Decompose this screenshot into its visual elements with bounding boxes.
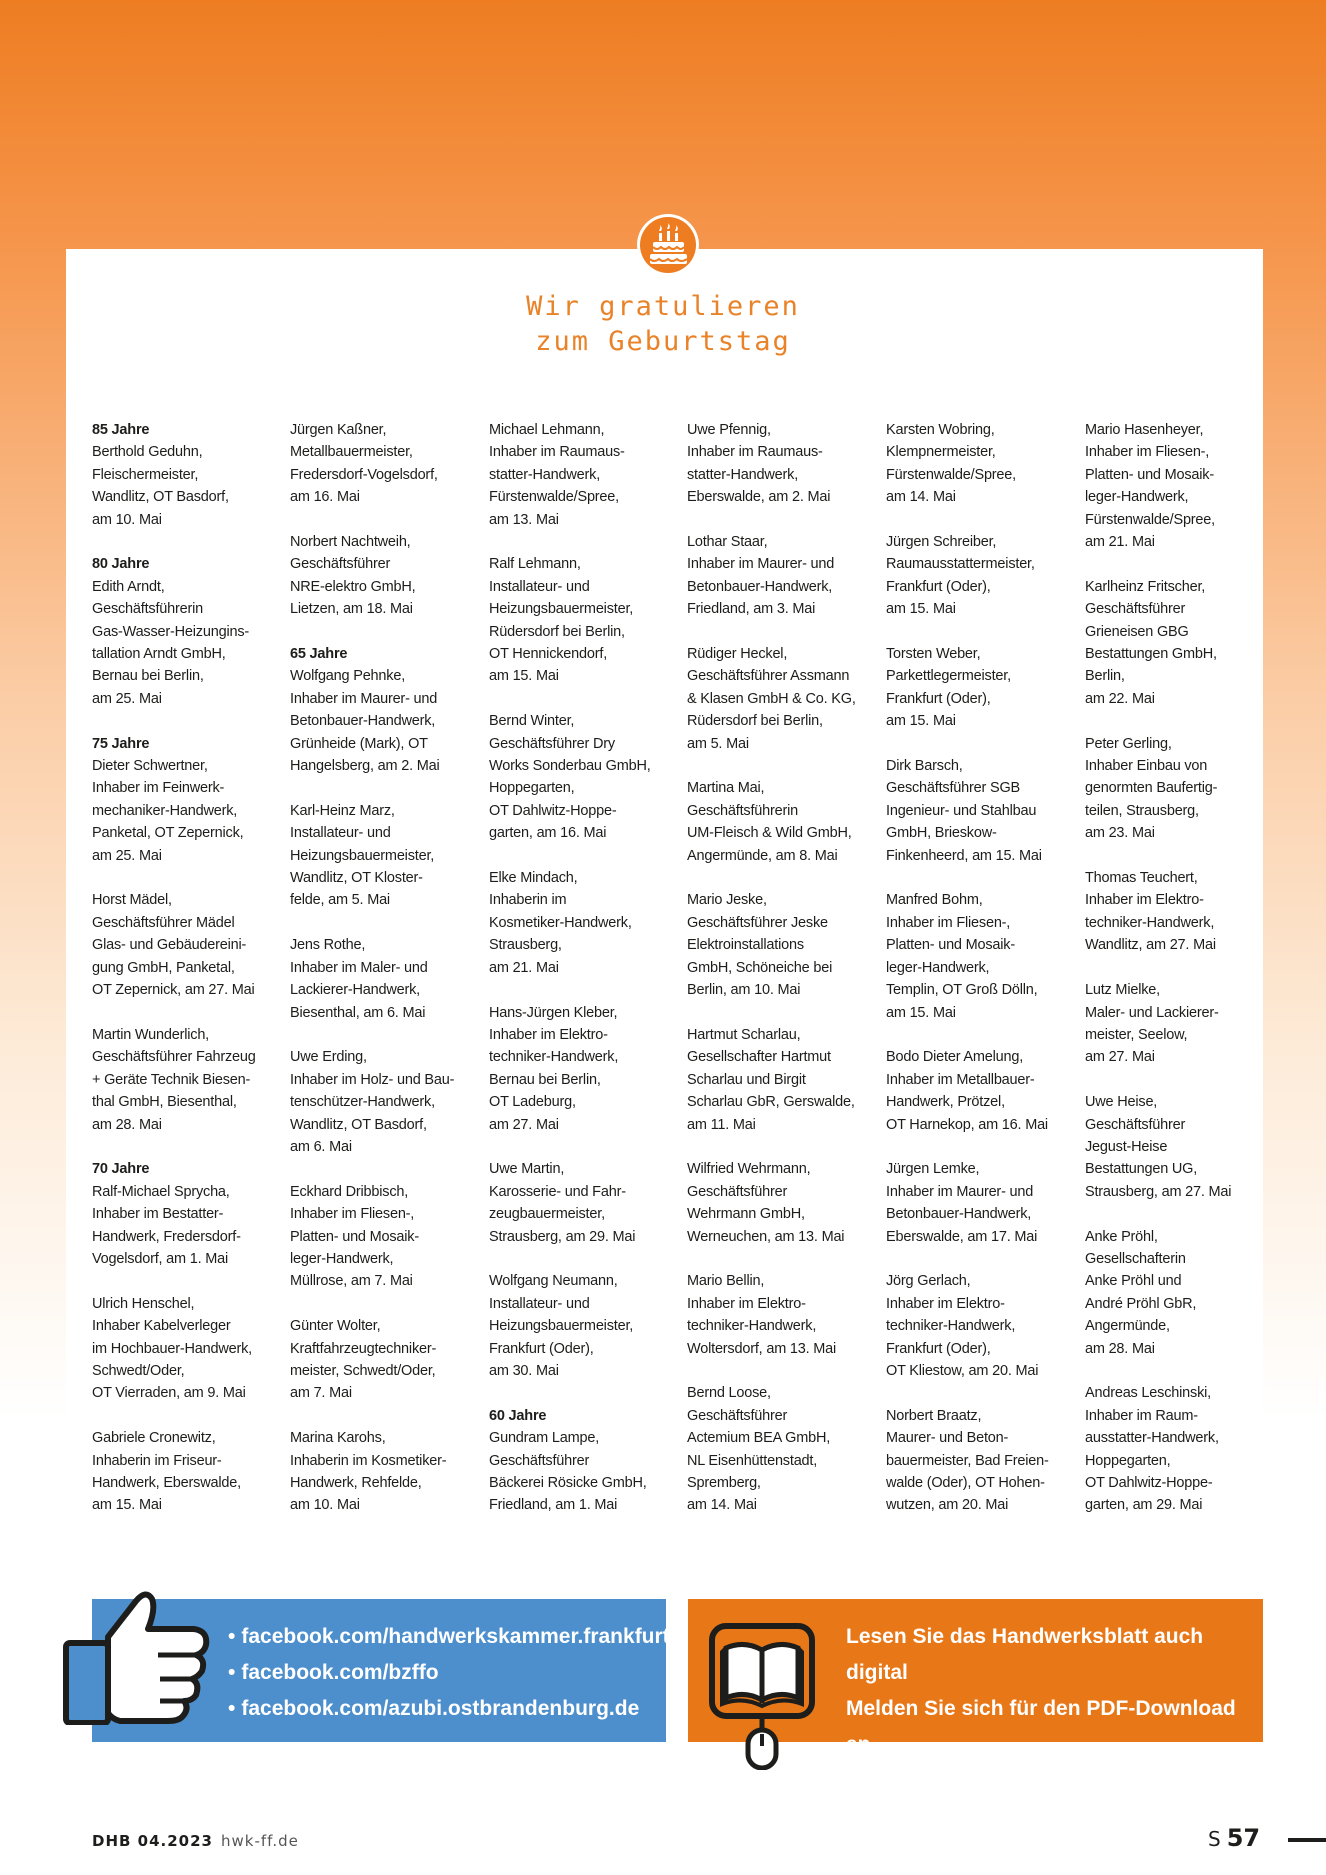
birthday-entry <box>290 643 472 777</box>
page-number-value: 57 <box>1226 1824 1261 1852</box>
entry-text: Bodo Dieter Amelung, Inhaber im Metallbauer- Handwerk, Prötzel, OT Harnekop, am 16. Mai <box>886 1049 1048 1133</box>
birthday-entry <box>886 531 1068 621</box>
birthday-entry <box>92 1024 274 1136</box>
entry-text: Ralf Lehmann, Installateur- und Heizungsbauermeister, Rüdersdorf bei Berlin, OT Hennickendorf, am 15. Mai <box>489 556 634 685</box>
entry-text: Marina Karohs, Inhaberin im Kosmetiker- Handwerk, Rehfelde, am 10. Mai <box>290 1430 447 1514</box>
thumbs-up-icon <box>60 1585 212 1725</box>
birthday-entry <box>886 1270 1068 1382</box>
bullet: • <box>228 1697 236 1720</box>
entry-text: Mario Bellin, Inhaber im Elektro- techniker-Handwerk, Woltersdorf, am 13. Mai <box>687 1273 837 1357</box>
birthday-entry <box>489 710 671 844</box>
entry-text: Ulrich Henschel, Inhaber Kabelverleger im Hochbauer-Handwerk, Schwedt/Oder, OT Vierraden, am 9. Mai <box>92 1295 252 1402</box>
digital-line-2: Melden Sie sich für den PDF-Download an – <box>846 1697 1236 1756</box>
footer-issue <box>92 1832 299 1850</box>
birthday-entry <box>92 1293 274 1405</box>
cake-badge <box>637 214 699 276</box>
digital-line-3[interactable]: auf www.hwk-ff.de <box>846 1769 1030 1792</box>
birthday-entry <box>687 531 869 621</box>
entry-text: Berthold Geduhn, Fleischermeister, Wandlitz, OT Basdorf, am 10. Mai <box>92 444 229 528</box>
entry-text: Jürgen Schreiber, Raumausstattermeister, Frankfurt (Oder), am 15. Mai <box>886 534 1035 618</box>
entry-text: Edith Arndt, Geschäftsführerin Gas-Wasser-Heizungins- tallation Arndt GmbH, Bernau bei Berlin, am 25. Mai <box>92 578 250 707</box>
issue-label: DHB 04.2023 <box>92 1832 213 1850</box>
birthday-column <box>886 419 1068 1539</box>
facebook-link[interactable]: facebook.com/handwerkskammer.frankfurt <box>241 1625 670 1648</box>
birthday-column <box>687 419 869 1539</box>
facebook-links <box>228 1619 670 1727</box>
digital-text <box>846 1619 1263 1799</box>
entry-text: Norbert Braatz, Maurer- und Beton- bauermeister, Bad Freien- walde (Oder), OT Hohen- wutzen, am 20. Mai <box>886 1407 1049 1514</box>
entry-text: Wolfgang Pehnke, Inhaber im Maurer- und Betonbauer-Handwerk, Grünheide (Mark), OT Hangelsberg, am 2. Mai <box>290 668 440 775</box>
birthday-entry <box>489 419 671 531</box>
birthday-entry <box>687 643 869 755</box>
entry-text: Hartmut Scharlau, Gesellschafter Hartmut Scharlau und Birgit Scharlau GbR, Gerswalde, am 11. Mai <box>687 1026 855 1133</box>
birthday-entry <box>1085 979 1267 1069</box>
birthday-entry <box>1085 1382 1267 1516</box>
birthday-entry <box>489 1405 671 1517</box>
entry-text: Mario Jeske, Geschäftsführer Jeske Elektroinstallations GmbH, Schöneiche bei Berlin, am 10. Mai <box>687 892 833 999</box>
entry-text: Dirk Barsch, Geschäftsführer SGB Ingenieur- und Stahlbau GmbH, Brieskow- Finkenheerd, am 15. Mai <box>886 758 1042 864</box>
entry-text: Andreas Leschinski, Inhaber im Raum- ausstatter-Handwerk, Hoppegarten, OT Dahlwitz-Hoppe- garten, am 29. Mai <box>1085 1385 1219 1514</box>
entry-text: Martina Mai, Geschäftsführerin UM-Fleisch & Wild GmbH, Angermünde, am 8. Mai <box>687 780 852 864</box>
facebook-link-item[interactable] <box>228 1655 670 1691</box>
entry-text: Karsten Wobring, Klempnermeister, Fürstenwalde/Spree, am 14. Mai <box>886 422 1016 506</box>
page-title <box>0 289 1326 359</box>
entry-text: Bernd Loose, Geschäftsführer Actemium BEA GmbH, NL Eisenhüttenstadt, Spremberg, am 14. Mai <box>687 1385 831 1514</box>
entry-text: Karl-Heinz Marz, Installateur- und Heizungsbauermeister, Wandlitz, OT Kloster- felde, am 5. Mai <box>290 802 435 909</box>
birthday-entry <box>290 1315 472 1405</box>
birthday-entry <box>886 889 1068 1023</box>
birthday-entry <box>886 1158 1068 1248</box>
birthday-entry <box>290 1181 472 1293</box>
entry-text: Hans-Jürgen Kleber, Inhaber im Elektro- techniker-Handwerk, Bernau bei Berlin, OT Ladeburg, am 27. Mai <box>489 1004 619 1133</box>
birthday-entry <box>1085 867 1267 957</box>
age-group-heading: 85 Jahre <box>92 422 150 438</box>
birthday-entry <box>1085 733 1267 845</box>
birthday-entry <box>1085 1091 1267 1203</box>
entry-text: Günter Wolter, Kraftfahrzeugtechniker- meister, Schwedt/Oder, am 7. Mai <box>290 1318 437 1402</box>
entry-text: Anke Pröhl, Gesellschafterin Anke Pröhl und André Pröhl GbR, Angermünde, am 28. Mai <box>1085 1228 1197 1357</box>
age-group-heading: 70 Jahre <box>92 1161 150 1178</box>
entry-text: Karlheinz Fritscher, Geschäftsführer Grieneisen GBG Bestattungen GmbH, Berlin, am 22. Mai <box>1085 578 1217 707</box>
entry-text: Elke Mindach, Inhaberin im Kosmetiker-Handwerk, Strausberg, am 21. Mai <box>489 870 632 976</box>
birthday-column <box>1085 419 1267 1539</box>
birthday-entry <box>886 1046 1068 1136</box>
birthday-entry <box>290 531 472 621</box>
birthday-entry <box>489 1270 671 1382</box>
birthday-entry <box>290 1046 472 1158</box>
birthday-entry <box>92 733 274 867</box>
facebook-link[interactable]: facebook.com/bzffo <box>241 1661 439 1684</box>
birthday-entry <box>489 1002 671 1136</box>
footer-rule <box>1288 1838 1326 1842</box>
entry-text: Peter Gerling, Inhaber Einbau von genormten Baufertig- teilen, Strausberg, am 23. Mai <box>1085 735 1218 842</box>
birthday-entry <box>290 1427 472 1517</box>
birthday-entry <box>687 419 869 509</box>
page-prefix: S <box>1208 1827 1221 1851</box>
entry-text: Jürgen Lemke, Inhaber im Maurer- und Betonbauer-Handwerk, Eberswalde, am 17. Mai <box>886 1161 1038 1245</box>
facebook-link-item[interactable] <box>228 1619 670 1655</box>
entry-text: Thomas Teuchert, Inhaber im Elektro- techniker-Handwerk, Wandlitz, am 27. Mai <box>1085 870 1216 954</box>
birthday-entry <box>886 1405 1068 1517</box>
birthday-entry <box>489 1158 671 1248</box>
birthday-entry <box>92 1158 274 1270</box>
entry-text: Jürgen Kaßner, Metallbauermeister, Fredersdorf-Vogelsdorf, am 16. Mai <box>290 422 438 506</box>
entry-text: Rüdiger Heckel, Geschäftsführer Assmann & Klasen GmbH & Co. KG, Rüdersdorf bei Berlin, am 5. Mai <box>687 646 856 752</box>
entry-text: Gundram Lampe, Geschäftsführer Bäckerei Rösicke GmbH, Friedland, am 1. Mai <box>489 1430 647 1514</box>
facebook-link[interactable]: facebook.com/azubi.ostbrandenburg.de <box>241 1697 640 1720</box>
age-group-heading: 60 Jahre <box>489 1407 547 1424</box>
age-group-heading: 80 Jahre <box>92 556 150 573</box>
birthday-column <box>290 419 472 1539</box>
footer-site[interactable]: hwk-ff.de <box>220 1832 299 1850</box>
entry-text: Wilfried Wehrmann, Geschäftsführer Wehrmann GmbH, Werneuchen, am 13. Mai <box>687 1161 845 1245</box>
birthday-entry <box>886 419 1068 509</box>
birthday-entry <box>687 1158 869 1248</box>
entry-text: Uwe Erding, Inhaber im Holz- und Bau- tenschützer-Handwerk, Wandlitz, OT Basdorf, am 6. Mai <box>290 1049 455 1155</box>
facebook-link-item[interactable] <box>228 1691 670 1727</box>
entry-text: Michael Lehmann, Inhaber im Raumaus- statter-Handwerk, Fürstenwalde/Spree, am 13. Mai <box>489 422 625 528</box>
entry-text: Wolfgang Neumann, Installateur- und Heizungsbauermeister, Frankfurt (Oder), am 30. Mai <box>489 1273 634 1379</box>
birthday-entry <box>1085 576 1267 710</box>
entry-text: Uwe Heise, Geschäftsführer Jegust-Heise Bestattungen UG, Strausberg, am 27. Mai <box>1085 1094 1232 1200</box>
entry-text: Bernd Winter, Geschäftsführer Dry Works Sonderbau GmbH, Hoppegarten, OT Dahlwitz-Hoppe- garten, am 16. Mai <box>489 713 651 842</box>
birthday-entry <box>92 419 274 531</box>
age-group-heading: 75 Jahre <box>92 735 150 752</box>
entry-text: Horst Mädel, Geschäftsführer Mädel Glas- und Gebäudereini- gung GmbH, Panketal, OT Zepernick, am 27. Mai <box>92 892 255 999</box>
birthday-entry <box>687 1382 869 1516</box>
birthday-entry <box>92 553 274 710</box>
entry-text: Lothar Staar, Inhaber im Maurer- und Betonbauer-Handwerk, Friedland, am 3. Mai <box>687 534 835 618</box>
birthday-entry <box>489 553 671 687</box>
entry-text: Dieter Schwertner, Inhaber im Feinwerk- mechaniker-Handwerk, Panketal, OT Zepernick, am 25. Mai <box>92 758 244 864</box>
birthday-entry <box>886 643 1068 733</box>
entry-text: Manfred Bohm, Inhaber im Fliesen-, Platten- und Mosaik- leger-Handwerk, Templin, OT Groß Dölln, am 15. Mai <box>886 892 1038 1021</box>
birthday-entry <box>1085 419 1267 553</box>
birthday-entry <box>687 1270 869 1360</box>
entry-text: Eckhard Dribbisch, Inhaber im Fliesen-, Platten- und Mosaik- leger-Handwerk, Müllrose, am 7. Mai <box>290 1183 419 1290</box>
birthday-cake-icon <box>637 214 699 276</box>
birthday-entry <box>290 419 472 509</box>
birthday-column <box>92 419 274 1539</box>
birthday-entry <box>1085 1226 1267 1360</box>
birthday-entry <box>687 1024 869 1136</box>
birthday-entry <box>687 889 869 1001</box>
birthday-entry <box>886 755 1068 867</box>
digital-line-1: Lesen Sie das Handwerksblatt auch digital <box>846 1625 1204 1684</box>
entry-text: Uwe Martin, Karosserie- und Fahr- zeugbauermeister, Strausberg, am 29. Mai <box>489 1161 636 1245</box>
entry-text: Lutz Mielke, Maler- und Lackierer- meister, Seelow, am 27. Mai <box>1085 982 1219 1066</box>
entry-text: Mario Hasenheyer, Inhaber im Fliesen-, Platten- und Mosaik- leger-Handwerk, Fürstenwalde/Spree, am 21. Mai <box>1085 422 1215 551</box>
book-mouse-icon <box>700 1618 830 1770</box>
birthday-entry <box>92 1427 274 1517</box>
bullet: • <box>228 1625 236 1648</box>
birthday-entry <box>687 777 869 867</box>
entry-text: Torsten Weber, Parkettlegermeister, Frankfurt (Oder), am 15. Mai <box>886 646 1011 730</box>
entry-text: Jens Rothe, Inhaber im Maler- und Lackierer-Handwerk, Biesenthal, am 6. Mai <box>290 937 428 1021</box>
birthday-entry <box>290 800 472 912</box>
page-number <box>1208 1824 1260 1852</box>
entry-text: Jörg Gerlach, Inhaber im Elektro- techniker-Handwerk, Frankfurt (Oder), OT Kliestow, am 20. Mai <box>886 1273 1039 1379</box>
entry-text: Uwe Pfennig, Inhaber im Raumaus- statter-Handwerk, Eberswalde, am 2. Mai <box>687 422 831 506</box>
age-group-heading: 65 Jahre <box>290 646 348 663</box>
birthday-entry <box>92 889 274 1001</box>
birthday-entry <box>290 934 472 1024</box>
birthday-entry <box>489 867 671 979</box>
title-line-2: zum Geburtstag <box>535 326 791 357</box>
entry-text: Ralf-Michael Sprycha, Inhaber im Bestatter- Handwerk, Fredersdorf- Vogelsdorf, am 1. Mai <box>92 1183 241 1267</box>
bullet: • <box>228 1661 236 1684</box>
entry-text: Martin Wunderlich, Geschäftsführer Fahrzeug + Geräte Technik Biesen- thal GmbH, Biesenthal, am 28. Mai <box>92 1026 256 1133</box>
title-line-1: Wir gratulieren <box>526 291 800 322</box>
entry-text: Gabriele Cronewitz, Inhaberin im Friseur- Handwerk, Eberswalde, am 15. Mai <box>92 1430 241 1514</box>
entry-text: Norbert Nachtweih, Geschäftsführer NRE-elektro GmbH, Lietzen, am 18. Mai <box>290 534 416 618</box>
birthday-column <box>489 419 671 1539</box>
